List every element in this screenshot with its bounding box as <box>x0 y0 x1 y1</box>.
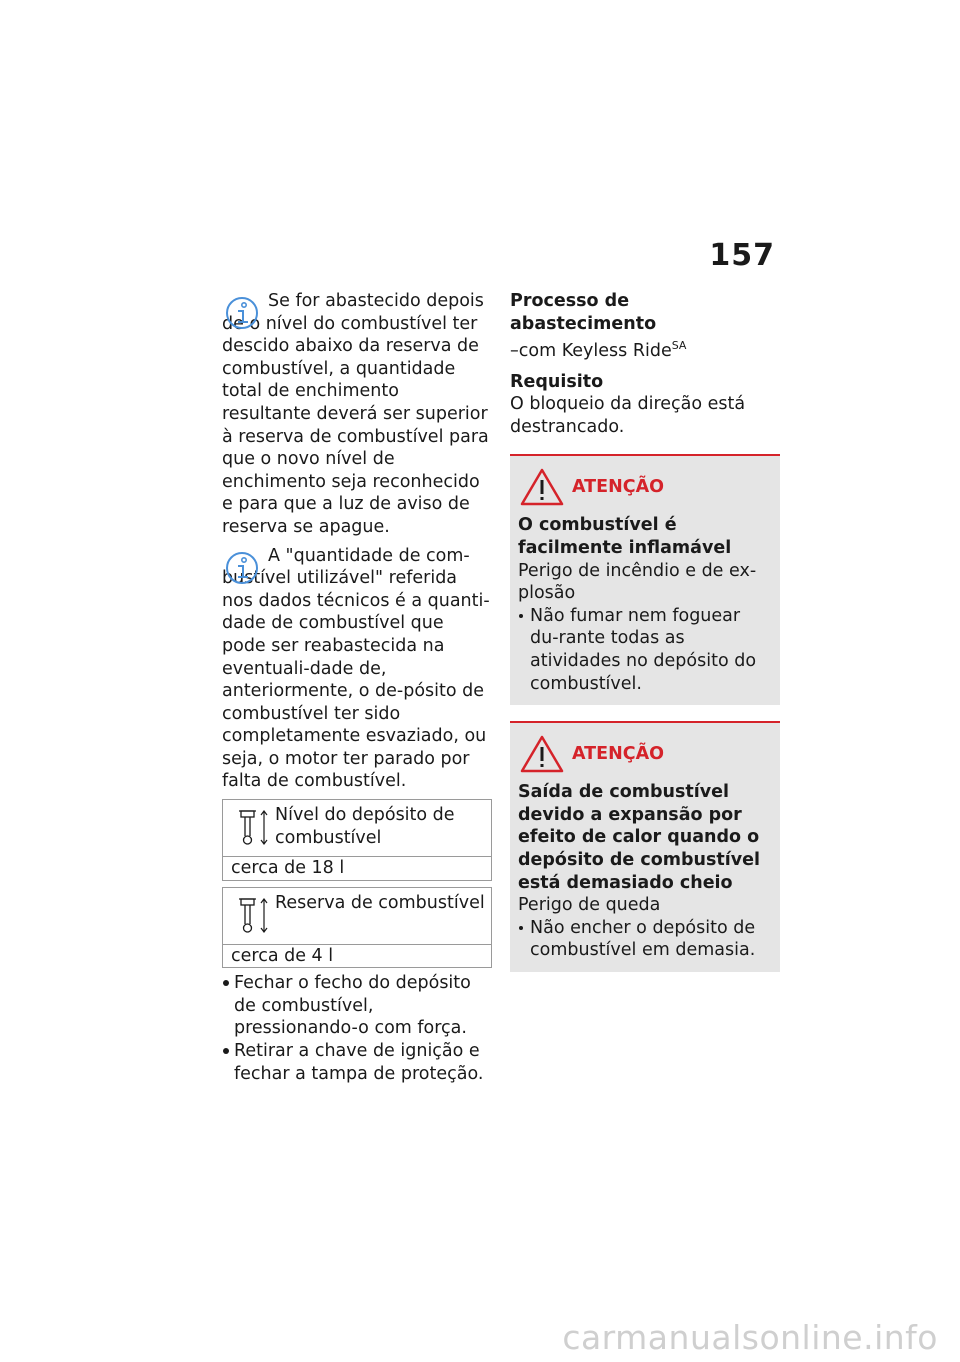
spec-fuel-reserve <box>222 887 492 969</box>
warning-title: ATENÇÃO <box>572 477 664 498</box>
step-list <box>222 972 492 1085</box>
warning-triangle-icon <box>520 735 564 773</box>
spec-value: cerca de 18 l <box>231 858 345 879</box>
info-icon <box>224 295 260 331</box>
page-number: 157 <box>709 238 775 273</box>
right-column <box>510 290 780 972</box>
warning-heading: Saída de combustível devido a expansão por efeito de calor quando o depósito de combustível está demasiado cheio <box>518 782 761 893</box>
info-note-1-text: Se for abastecido depois de o nível do combustível ter descido abaixo da reserva de combustível, a quantidade total de enchimento resultante deverá ser superior à reserva de combustível para que o novo nível de enchimento seja reconhecido e para que a luz de aviso de reserva se apague. <box>222 291 489 537</box>
left-column <box>222 290 492 1085</box>
spec-fuel-level <box>222 799 492 881</box>
info-note-2 <box>222 545 492 794</box>
spec-fuel-level-head <box>223 800 491 857</box>
warning-text: Perigo de queda <box>518 895 661 916</box>
warning-bullet: Não fumar nem foguear du-rante todas as atividades no depósito do combustível. <box>518 605 772 695</box>
requirement-title: Requisito <box>510 371 604 392</box>
requirement-text: O bloqueio da direção está destrancado. <box>510 394 746 437</box>
step-item: Fechar o fecho do depósito de combustível, pressionando-o com força. <box>222 972 492 1040</box>
warning-bullet: Não encher o depósito de combustível em demasia. <box>518 917 772 962</box>
info-icon <box>224 550 260 586</box>
info-note-1 <box>222 290 492 539</box>
warning-box-fire <box>510 454 780 705</box>
warning-box-expansion <box>510 721 780 972</box>
warning-heading: O combustível é facilmente inflamável <box>518 515 732 558</box>
info-note-2-text: A "quantidade de com-bustível utilizável" referida nos dados técnicos é a quanti-dade de combustível que pode ser reabastecida na eventuali-dade de, anteriormente, o de-pósito de combustível ter sido completamente esvaziado, ou seja, o motor ter parado por falta de combustível. <box>222 545 490 792</box>
fuel-level-icon <box>237 894 271 938</box>
spec-label: Nível do depósito de combustível <box>275 805 455 848</box>
fuel-level-icon <box>237 806 271 850</box>
spec-fuel-reserve-head <box>223 888 491 945</box>
spec-value: cerca de 4 l <box>231 945 334 966</box>
warning-text: Perigo de incêndio e de ex-plosão <box>518 560 757 604</box>
subheading-text: –com Keyless Ride <box>510 341 672 362</box>
watermark: carmanualsonline.info <box>562 1318 938 1357</box>
warning-title-row <box>518 735 772 773</box>
section-heading: Processo de abastecimento <box>510 291 657 334</box>
section-subheading <box>510 335 780 362</box>
sa-superscript: SA <box>671 339 687 353</box>
warning-title-row <box>518 468 772 506</box>
warning-triangle-icon <box>520 468 564 506</box>
warning-title: ATENÇÃO <box>572 744 664 765</box>
spec-label: Reserva de combustível <box>275 892 485 913</box>
step-item: Retirar a chave de ignição e fechar a tampa de proteção. <box>222 1040 492 1085</box>
